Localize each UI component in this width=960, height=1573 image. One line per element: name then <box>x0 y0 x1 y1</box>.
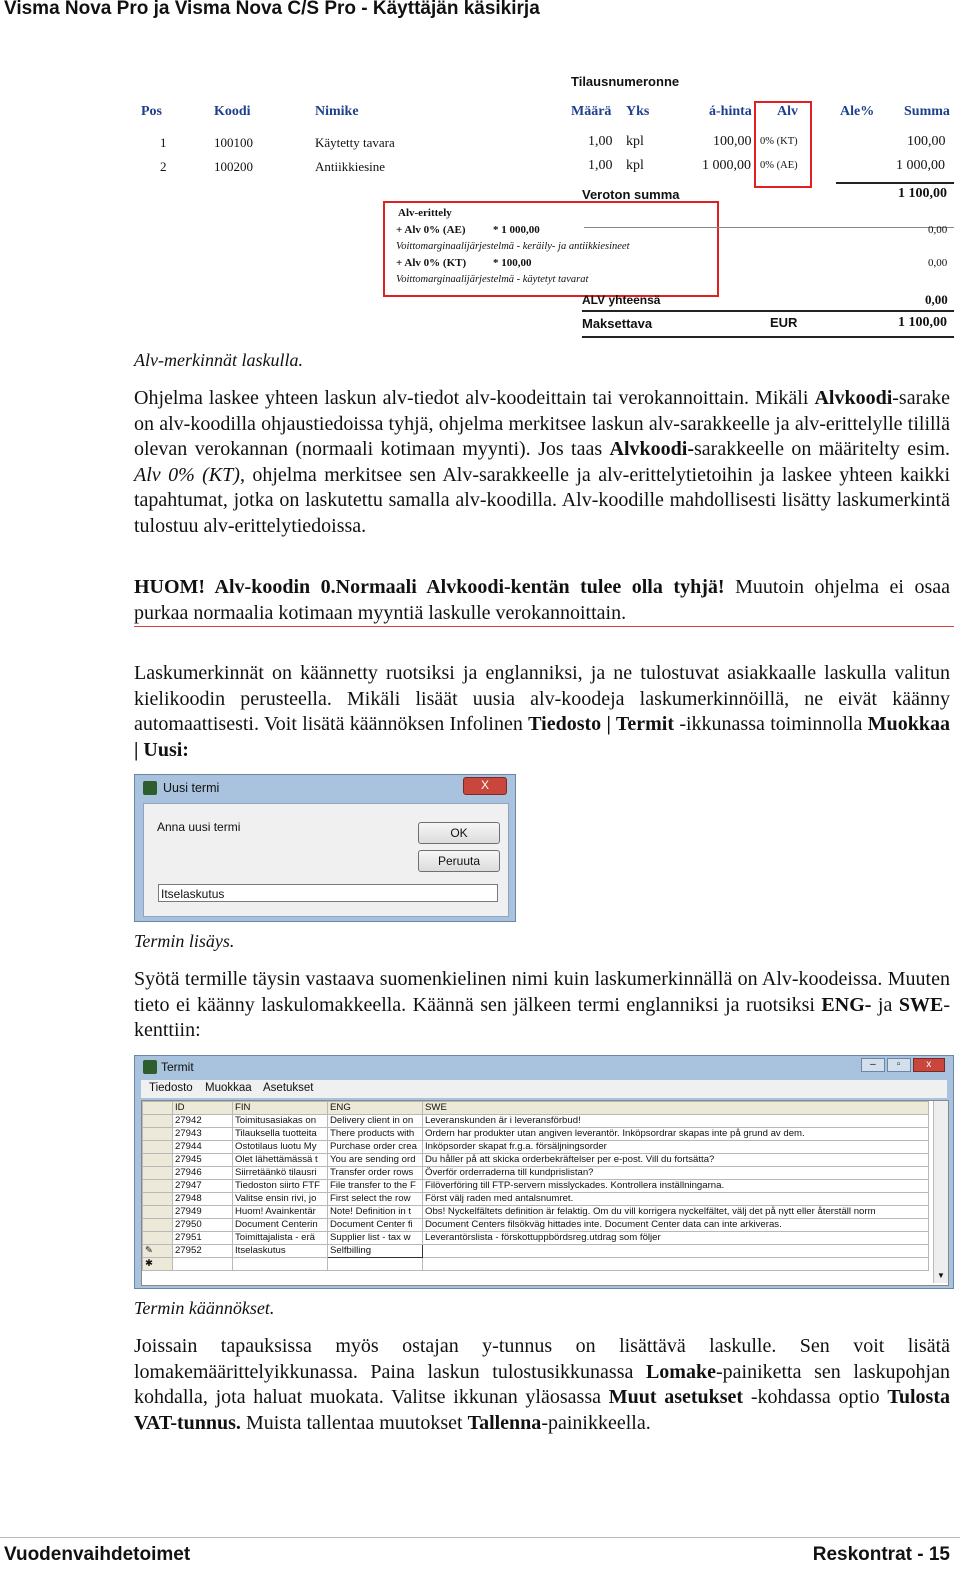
row-selector[interactable] <box>143 1167 173 1180</box>
col-vat: Alv <box>777 104 798 119</box>
table-cell[interactable]: Itselaskutus <box>233 1245 328 1258</box>
row-selector[interactable] <box>143 1180 173 1193</box>
table-cell[interactable]: Siirretäänkö tilausri <box>233 1167 328 1180</box>
order-number-label: Tilausnumeronne <box>571 74 680 89</box>
row1-code: 100100 <box>214 135 253 150</box>
table-cell[interactable]: Document Centers filsökväg hittades inte. Document Center data can inte arkiveras. <box>423 1219 929 1232</box>
row1-vat: 0% (KT) <box>760 136 798 147</box>
payable-label: Maksettava <box>582 316 653 331</box>
table-cell[interactable]: Ostotilaus luotu My <box>233 1141 328 1154</box>
col-price: á-hinta <box>709 104 752 119</box>
table-cell[interactable]: Toimittajalista - erä <box>233 1232 328 1245</box>
vat-total-label: ALV yhteensä <box>582 293 661 307</box>
row1-pos: 1 <box>160 135 167 150</box>
table-cell[interactable] <box>423 1245 929 1258</box>
menu-file[interactable]: Tiedosto <box>149 1082 193 1094</box>
payable-bottomline <box>582 336 954 338</box>
row-header-corner <box>143 1102 173 1115</box>
table-cell[interactable]: File transfer to the F <box>328 1180 423 1193</box>
table-cell[interactable]: Note! Definition in t <box>328 1206 423 1219</box>
row-selector[interactable] <box>143 1206 173 1219</box>
app-icon <box>143 1060 157 1074</box>
table-cell[interactable]: Document Centerin <box>233 1219 328 1232</box>
row2-price: 1 000,00 <box>702 158 751 173</box>
close-icon[interactable]: X <box>463 777 507 795</box>
table-cell[interactable]: Purchase order crea <box>328 1141 423 1154</box>
table-cell[interactable]: 27942 <box>173 1115 233 1128</box>
row2-pos: 2 <box>160 159 167 174</box>
row-selector[interactable] <box>143 1232 173 1245</box>
col-sum: Summa <box>904 104 950 119</box>
col-discount: Ale% <box>840 104 875 119</box>
prompt-label: Anna uusi termi <box>157 820 241 834</box>
row-selector[interactable] <box>143 1154 173 1167</box>
vat-breakdown-title: Alv-erittely <box>398 207 452 219</box>
vat-line2-vat: 0,00 <box>928 257 948 269</box>
col-id[interactable]: ID <box>173 1102 233 1115</box>
table-cell[interactable]: Tilauksella tuotteita <box>233 1128 328 1141</box>
new-row[interactable] <box>143 1258 929 1271</box>
col-qty: Määrä <box>571 104 612 119</box>
terms-grid <box>141 1100 949 1286</box>
vat-line1-note: Voittomarginaalijärjestelmä - keräily- ja antiikkiesineet <box>396 241 630 252</box>
close-icon[interactable]: x <box>913 1058 945 1072</box>
table-cell[interactable]: Delivery client in on <box>328 1115 423 1128</box>
table-cell[interactable]: Inköpsorder skapat fr.g.a. försäljningsorder <box>423 1141 929 1154</box>
payable-value: 1 100,00 <box>898 315 947 330</box>
scroll-down-icon[interactable]: ▼ <box>937 1271 945 1280</box>
col-fin[interactable]: FIN <box>233 1102 328 1115</box>
table-cell[interactable]: Överför orderraderna till kundprislistan? <box>423 1167 929 1180</box>
row-selector[interactable] <box>143 1219 173 1232</box>
payable-topline <box>582 310 954 312</box>
table-cell[interactable]: 27943 <box>173 1128 233 1141</box>
caption-add-term: Termin lisäys. <box>134 931 235 951</box>
term-input[interactable]: Itselaskutus <box>158 884 498 902</box>
table-cell[interactable]: Leverantörslista - förskottuppbördsreg.utdrag som följer <box>423 1232 929 1245</box>
table-cell[interactable]: 27951 <box>173 1232 233 1245</box>
table-cell[interactable]: Leveranskunden är i leveransförbud! <box>423 1115 929 1128</box>
menu-edit[interactable]: Muokkaa <box>205 1082 252 1094</box>
table-cell[interactable]: 27948 <box>173 1193 233 1206</box>
row2-vat: 0% (AE) <box>760 160 798 171</box>
table-cell[interactable] <box>233 1258 328 1271</box>
new-term-dialog <box>134 774 516 922</box>
vat-total-value: 0,00 <box>925 292 948 307</box>
new-row-icon[interactable]: ✱ <box>143 1258 173 1271</box>
footer-right: Reskontrat - 15 <box>812 1544 950 1565</box>
table-cell[interactable]: 27952 <box>173 1245 233 1258</box>
table-cell[interactable]: There products with <box>328 1128 423 1141</box>
vat-line1-amount: * 1 000,00 <box>493 224 540 236</box>
table-row[interactable] <box>143 1232 929 1245</box>
dialog-title: Uusi termi <box>163 781 220 795</box>
row2-sum: 1 000,00 <box>896 158 945 173</box>
table-cell[interactable]: Valitse ensin rivi, jo <box>233 1193 328 1206</box>
table-row[interactable] <box>143 1193 929 1206</box>
page-header: Visma Nova Pro ja Visma Nova C/S Pro - Käyttäjän käsikirja <box>4 0 540 19</box>
table-row[interactable] <box>143 1141 929 1154</box>
table-row[interactable] <box>143 1219 929 1232</box>
row2-code: 100200 <box>214 159 253 174</box>
row-selector[interactable] <box>143 1193 173 1206</box>
col-unit: Yks <box>626 104 650 119</box>
table-row[interactable] <box>143 1128 929 1141</box>
table-cell[interactable]: Huom! Avainkentär <box>233 1206 328 1219</box>
row-selector[interactable] <box>143 1115 173 1128</box>
note-underline <box>134 626 954 627</box>
table-cell[interactable]: Toimitusasiakas on <box>233 1115 328 1128</box>
payable-currency: EUR <box>770 315 798 330</box>
table-cell[interactable]: Obs! Nyckelfältets definition är felaktig. Om du vill korrigera nyckelfältet, välj det på nytt eller återställ norm <box>423 1206 929 1219</box>
table-cell[interactable]: Selfbilling <box>328 1245 423 1258</box>
table-cell[interactable]: 27950 <box>173 1219 233 1232</box>
row-selector[interactable] <box>143 1141 173 1154</box>
app-icon <box>143 781 157 795</box>
table-cell[interactable]: Olet lähettämässä t <box>233 1154 328 1167</box>
caption-translations: Termin käännökset. <box>134 1298 275 1318</box>
invoice-figure <box>134 70 956 345</box>
table-row[interactable] <box>143 1154 929 1167</box>
edit-row-indicator-icon[interactable]: ✎ <box>143 1245 173 1258</box>
vertical-scrollbar[interactable] <box>933 1101 948 1283</box>
footer-divider <box>0 1537 960 1538</box>
maximize-icon[interactable]: ▫ <box>887 1058 911 1072</box>
paragraph-translations: Laskumerkinnät on käännetty ruotsiksi ja englanniksi, ja ne tulostuvat asiakkaalle laskulla valitun kielikoodin perusteella. Mikäli lisäät uusia alv-koodeja laskumerkinnöillä, ne eivät käänny automaattisesti. Voit lisätä käännöksen Infolinen Tiedosto | Termit -ikkunassa toiminnolla Muokkaa | Uusi: <box>134 662 950 761</box>
table-cell[interactable]: Ordern har produkter utan angiven leverantör. Inköpsordrar skapas inte på grund av dem. <box>423 1128 929 1141</box>
row1-sum: 100,00 <box>907 134 946 149</box>
table-row[interactable] <box>143 1167 929 1180</box>
table-cell[interactable]: You are sending ord <box>328 1154 423 1167</box>
minimize-icon[interactable]: – <box>861 1058 885 1072</box>
vat-line2-amount: * 100,00 <box>493 257 532 269</box>
ok-button[interactable]: OK <box>418 822 500 844</box>
net-value: 1 100,00 <box>898 186 947 201</box>
paragraph-vat-codes: Ohjelma laskee yhteen laskun alv-tiedot alv-koodeittain tai verokannoittain. Mikäli Alvkoodi-sarake on alv-koodilla ohjaustiedoissa tyhjä, ohjelma merkitsee laskun alv-sarakkeelle ja alv-erittelylle tilillä olevan verokannan (normaali kotimaan myynti). Jos taas Alvkoodi-sarakkeelle on määritelty esim. Alv 0% (KT), ohjelma merkitsee sen Alv-sarakkeelle ja alv-erittelytietoihin ja laskee yhteen kaikki tapahtumat, jotka on laskutettu samalla alv-koodilla. Alv-koodille mahdollisesti lisätty laskumerkintä tulostuu alv-erittelytiedoissa. <box>134 387 951 537</box>
col-eng[interactable]: ENG <box>328 1102 423 1115</box>
col-pos: Pos <box>141 104 162 119</box>
table-row[interactable] <box>143 1115 929 1128</box>
row1-name: Käytetty tavara <box>315 135 395 150</box>
row1-price: 100,00 <box>713 134 752 149</box>
table-cell[interactable]: Document Center fi <box>328 1219 423 1232</box>
vat-line2-code: + Alv 0% (KT) <box>396 257 467 269</box>
dialog-body <box>143 803 509 917</box>
paragraph-vat-id: Joissain tapauksissa myös ostajan y-tunnus on lisättävä laskulle. Sen voit lisätä lomakemäärittelyikkunassa. Paina laskun tulostusikkunassa Lomake-painiketta sen laskupohjan kohdalla, jota haluat muokata. Valitse ikkunan yläosassa Muut asetukset -kohdassa optio Tulosta VAT-tunnus. Muista tallentaa muutokset Tallenna-painikkeella. <box>134 1335 951 1434</box>
menu-bar <box>141 1080 947 1098</box>
row2-unit: kpl <box>626 158 644 173</box>
table-cell[interactable] <box>173 1258 233 1271</box>
table-cell[interactable]: Supplier list - tax w <box>328 1232 423 1245</box>
caption-invoice: Alv-merkinnät laskulla. <box>134 350 303 370</box>
terms-table <box>142 1101 929 1271</box>
vat-line1-vat: 0,00 <box>928 224 948 236</box>
row1-qty: 1,00 <box>588 134 613 149</box>
table-row[interactable] <box>143 1206 929 1219</box>
table-cell[interactable] <box>328 1258 423 1271</box>
vat-line2-note: Voittomarginaalijärjestelmä - käytetyt tavarat <box>396 274 589 285</box>
vat-line1-code: + Alv 0% (AE) <box>396 224 466 236</box>
table-row[interactable] <box>143 1245 929 1258</box>
row1-unit: kpl <box>626 134 644 149</box>
menu-settings[interactable]: Asetukset <box>263 1082 314 1094</box>
col-code: Koodi <box>214 104 251 119</box>
paragraph-enter-term: Syötä termille täysin vastaava suomenkielinen nimi kuin laskumerkinnällä on Alv-koodeissa. Muuten tieto ei käänny laskulomakkeella. Käännä sen jälkeen termi englanniksi ja ruotsiksi ENG- ja SWE-kenttiin: <box>134 968 950 1042</box>
window-title: Termit <box>161 1060 194 1074</box>
cancel-button[interactable]: Peruuta <box>418 850 500 872</box>
table-cell[interactable]: Transfer order rows <box>328 1167 423 1180</box>
terms-window <box>134 1055 954 1289</box>
note-paragraph: HUOM! Alv-koodin 0.Normaali Alvkoodi-kentän tulee olla tyhjä! Muutoin ohjelma ei osaa purkaa normaalia kotimaan myyntiä laskulle verokannoittain. <box>134 576 951 624</box>
breakdown-divider <box>584 227 954 228</box>
table-cell[interactable]: 27947 <box>173 1180 233 1193</box>
vat-column-highlight <box>754 101 812 188</box>
table-cell[interactable]: First select the row <box>328 1193 423 1206</box>
net-label: Veroton summa <box>582 187 680 202</box>
table-row[interactable] <box>143 1180 929 1193</box>
table-cell[interactable]: Filöverföring till FTP-servern misslyckades. Kontrollera inställningarna. <box>423 1180 929 1193</box>
col-name: Nimike <box>315 104 359 119</box>
footer-left: Vuodenvaihdetoimet <box>4 1544 191 1565</box>
table-cell[interactable] <box>423 1258 929 1271</box>
table-cell[interactable]: Du håller på att skicka orderbekräftelser per e-post. Vill du fortsätta? <box>423 1154 929 1167</box>
table-cell[interactable]: Först välj raden med antalsnumret. <box>423 1193 929 1206</box>
col-swe[interactable]: SWE <box>423 1102 929 1115</box>
sum-underline <box>836 182 954 184</box>
row2-name: Antiikkiesine <box>315 159 386 174</box>
row-selector[interactable] <box>143 1128 173 1141</box>
table-cell[interactable]: 27946 <box>173 1167 233 1180</box>
table-cell[interactable]: 27949 <box>173 1206 233 1219</box>
table-cell[interactable]: 27944 <box>173 1141 233 1154</box>
row2-qty: 1,00 <box>588 158 613 173</box>
window-controls <box>861 1058 945 1072</box>
table-cell[interactable]: 27945 <box>173 1154 233 1167</box>
table-cell[interactable]: Tiedoston siirto FTF <box>233 1180 328 1193</box>
